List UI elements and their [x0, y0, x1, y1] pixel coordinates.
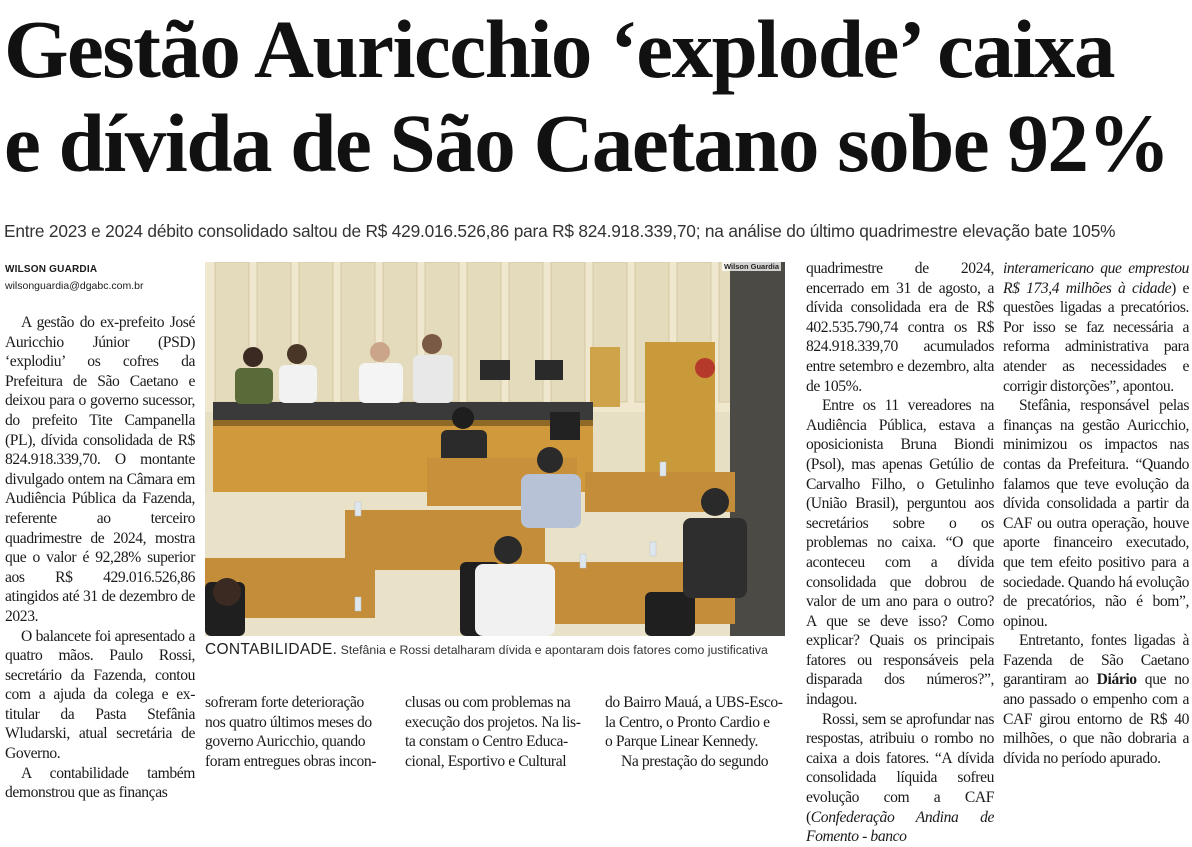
text-line: la Centro, o Pronto Cardio e	[605, 713, 770, 731]
paragraph: Entre os 11 vereadores na Audiência Pública, estava a oposicionista Bruna Biondi (Psol), mas apenas Getúlio de Carvalho Filho, o Getulinho (União Brasil), perguntou aos secretários sobre o os problemas no caixa. “O que aconteceu com a dívida consolidada que dobrou de valor de um ano para o outro? A que se deve isso? Como explicar? Quais os principais fatores ou responsáveis pela disparada dos números?”, indagou.	[806, 397, 994, 709]
paragraph-text: Entretanto, fontes ligadas à Fazenda de São Caetano garantiram ao	[1003, 632, 1189, 689]
text-line: sofreram forte deterioração	[205, 694, 364, 711]
headline-line-2: e dívida de São Caetano sobe 92%	[4, 97, 1169, 189]
paragraph	[806, 710, 994, 847]
paragraph-italic: interamericano que emprestou R$ 173,4 milhões à cidade	[1003, 260, 1189, 297]
headline-line-1: Gestão Auricchio ‘explode’ caixa	[4, 3, 1114, 95]
article-column-1	[5, 313, 195, 803]
paragraph: O balancete foi apresentado a quatro mãos. Paulo Rossi, secretário da Fazenda, contou com a ajuda da colega e ex-titular da Pasta Stefânia Wludarski, atual secretária de Governo.	[5, 627, 195, 763]
article-column-3	[405, 693, 595, 771]
photo-credit: Wilson Guardia	[724, 262, 779, 271]
text-line: Na prestação do segundo	[621, 752, 769, 770]
text-line: clusas ou com problemas na	[405, 694, 571, 711]
paragraph-text: que no ano passado o empenho com a CAF girou entorno de R$ 40 milhões, o que não dobraria a dívida no período apurado.	[1003, 671, 1190, 767]
text-line: foram entregues obras incon-	[205, 752, 377, 770]
text-line: o Parque Linear Kennedy.	[605, 733, 759, 751]
paragraph: A contabilidade também demonstrou que as finanças	[5, 764, 195, 802]
photo-caption	[205, 640, 785, 660]
headline	[4, 2, 1190, 190]
council-hearing-photo	[205, 262, 785, 636]
article-photo	[205, 262, 785, 636]
paragraph: Stefânia, responsável pelas finanças na gestão Auricchio, minimizou os impactos nas contas da Prefeitura. “Quando falamos que teve evolução da dívida consolidada a partir da CAF ou outra operação, houve aporte financeiro executado, que tem efeito positivo para a sociedade. Quando há evolução de precatórios, não é bom”, opinou.	[1003, 397, 1189, 630]
author-email: wilsonguardia@dgabc.com.br	[5, 280, 144, 292]
text-line: do Bairro Mauá, a UBS-Esco-	[605, 694, 783, 711]
article-column-5	[806, 259, 994, 847]
author-name: WILSON GUARDIA	[5, 264, 98, 275]
newspaper-name: Diário	[1096, 671, 1137, 689]
article-column-6	[1003, 259, 1189, 768]
subheadline: Entre 2023 e 2024 débito consolidado saltou de R$ 429.016.526,86 para R$ 824.918.339,70; na análise do último quadrimestre elevação bate 105%	[4, 221, 1116, 241]
text-line: cional, Esportivo e Cultural	[405, 752, 567, 770]
paragraph	[1003, 259, 1189, 396]
text-line: governo Auricchio, quando	[205, 733, 366, 751]
caption-text: Stefânia e Rossi detalharam dívida e apontaram dois fatores como justificativa	[337, 643, 768, 657]
byline	[5, 263, 195, 295]
text-line: execução dos projetos. Na lis-	[405, 713, 581, 731]
paragraph-text: Rossi, sem se aprofundar nas respostas, atribuiu o rombo no caixa a dois fatores. “A dívida consolidada líquida sofreu evolução com a CAF (	[806, 710, 994, 826]
paragraph: quadrimestre de 2024, encerrado em 31 de agosto, a dívida consolidada era de R$ 402.535.790,74 contra os R$ 824.918.339,70 acumulados entre setembro e dezembro, alta de 105%.	[806, 260, 994, 395]
paragraph: A gestão do ex-prefeito José Auricchio Júnior (PSD) ‘explodiu’ os cofres da Prefeitura de São Caetano e deixou para o governo sucessor, do prefeito Tite Campanella (PL), dívida consolidada de R$ 824.918.339,70. O montante divulgado ontem na Câmara em Audiência Pública da Fazenda, referente ao terceiro quadrimestre de 2024, mostra que o valor é 92,28% superior aos R$ 429.016.526,86 atingidos até 31 de dezembro de 2023.	[5, 314, 195, 625]
paragraph-italic: Confederação Andina de Fomento - banco	[806, 808, 994, 846]
paragraph-text: ) e questões ligadas a precatórios. Por isso se faz necessária a reforma administrativa para atender as necessidades e corrigir distorções”, apontou.	[1003, 279, 1189, 395]
article-column-2	[205, 693, 395, 771]
article-column-4	[605, 693, 795, 771]
paragraph	[1003, 631, 1189, 768]
text-line: ta constam o Centro Educa-	[405, 733, 568, 751]
caption-kicker: CONTABILIDADE.	[205, 641, 338, 658]
text-line: nos quatro últimos meses do	[205, 713, 372, 731]
